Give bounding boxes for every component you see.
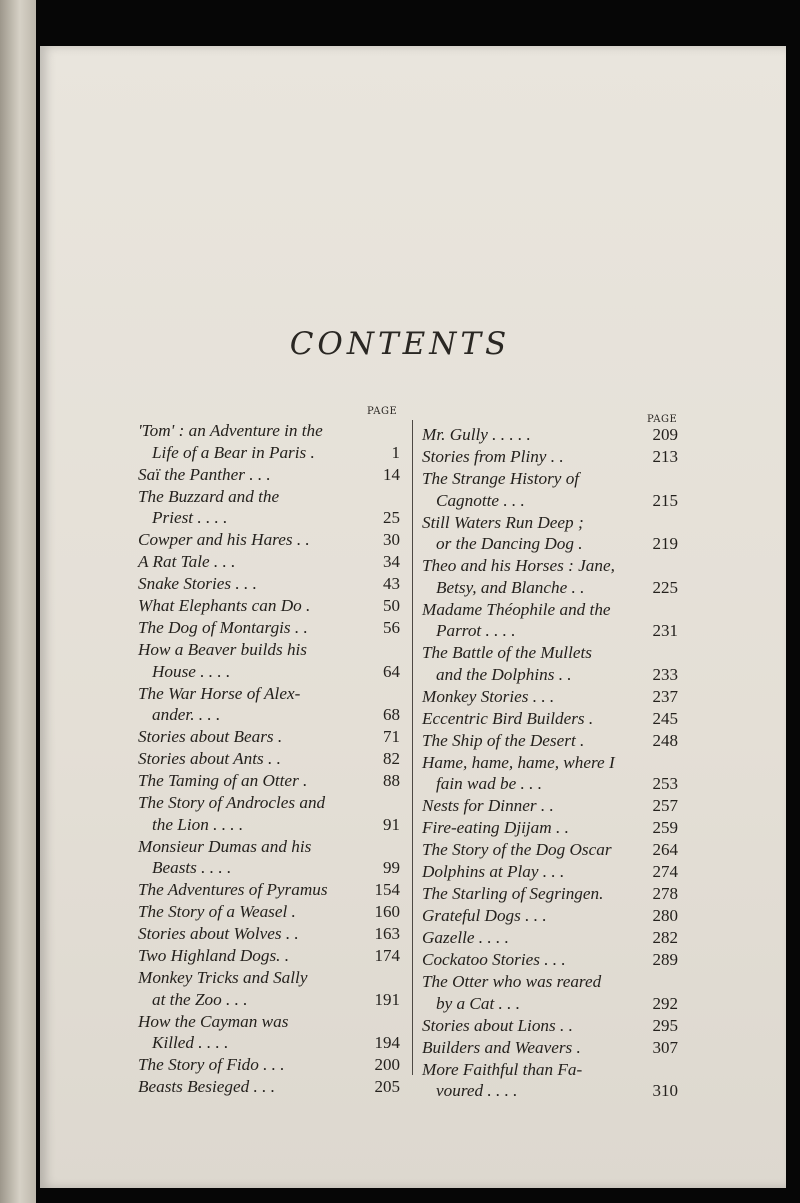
toc-entry-page-number: 82 — [383, 749, 400, 769]
page-column-label-right: PAGE — [647, 414, 678, 425]
toc-entry-page-number: 209 — [652, 425, 678, 444]
toc-entry — [422, 752, 678, 795]
toc-entry-title-line: voured . . . . — [436, 1081, 518, 1101]
toc-entry-page-number: 310 — [652, 1081, 678, 1101]
toc-entry — [138, 726, 400, 748]
toc-entry-title — [422, 468, 638, 511]
toc-entry-page-number: 278 — [652, 884, 678, 904]
toc-entry-title-line: The War Horse of Alex- — [138, 683, 301, 703]
toc-entry-page-number: 194 — [374, 1033, 400, 1053]
toc-entry-title — [138, 1076, 360, 1098]
toc-entry-title — [422, 555, 638, 598]
toc-entry — [422, 512, 678, 555]
toc-entry-page-number: 257 — [652, 796, 678, 816]
toc-entry-title-line: Monkey Tricks and Sally — [138, 968, 308, 988]
toc-entry — [138, 748, 400, 770]
toc-entry-title-line: Life of a Bear in Paris . — [152, 442, 315, 462]
toc-entry-title — [422, 971, 638, 1014]
toc-entry-title — [422, 446, 638, 468]
toc-entry — [422, 817, 678, 839]
toc-entry-title-line: fain wad be . . . — [436, 774, 542, 794]
toc-entry — [138, 573, 400, 595]
toc-entry — [422, 730, 678, 752]
toc-entry-page-number: 30 — [383, 530, 400, 550]
toc-entry-title-line: Stories about Bears . — [138, 727, 283, 747]
toc-entry-title-line: Monsieur Dumas and his — [138, 836, 312, 856]
toc-entry-page-number: 14 — [383, 464, 400, 484]
toc-entry — [422, 839, 678, 861]
toc-entry-title-line: Eccentric Bird Builders . — [422, 708, 594, 728]
toc-entry-title-line: Mr. Gully . . . . . — [422, 425, 531, 444]
toc-entry — [138, 1054, 400, 1076]
toc-entry-title-line: Fire-eating Djijam . . — [422, 818, 569, 838]
toc-entry-title-line: How a Beaver builds his — [138, 640, 307, 660]
toc-entry-title — [138, 639, 360, 682]
toc-entry-title-line: The Strange History of — [422, 468, 580, 488]
toc-entry-title — [422, 686, 638, 708]
toc-entry-page-number: 274 — [652, 862, 678, 882]
toc-entry-page-number: 219 — [652, 534, 678, 554]
toc-entry-title-line: The Battle of the Mullets — [422, 643, 592, 663]
contents-column-right — [422, 424, 678, 1102]
toc-entry-title-line: Hame, hame, hame, where I — [422, 752, 615, 772]
toc-entry — [138, 595, 400, 617]
toc-entry-title — [422, 883, 638, 905]
page-title: CONTENTS — [289, 326, 511, 362]
toc-entry-title — [422, 752, 638, 795]
toc-entry — [422, 927, 678, 949]
toc-entry-title-line: Stories from Pliny . . — [422, 446, 564, 466]
toc-entry-page-number: 71 — [383, 727, 400, 747]
toc-entry-page-number: 174 — [374, 946, 400, 966]
toc-entry-page-number: 253 — [652, 774, 678, 794]
toc-entry-title-line: Builders and Weavers . — [422, 1037, 581, 1057]
toc-entry — [138, 529, 400, 551]
toc-entry-page-number: 64 — [383, 661, 400, 681]
toc-entry-title — [138, 529, 360, 551]
toc-entry-title — [138, 683, 360, 726]
toc-entry-page-number: 160 — [374, 902, 400, 922]
toc-entry-title — [422, 708, 638, 730]
toc-entry — [138, 967, 400, 1010]
toc-entry-page-number: 231 — [652, 621, 678, 641]
toc-entry-title-line: The Dog of Montargis . . — [138, 618, 308, 638]
toc-entry — [138, 420, 400, 463]
toc-entry-title — [138, 595, 360, 617]
toc-entry — [138, 639, 400, 682]
toc-entry-page-number: 307 — [652, 1037, 678, 1057]
toc-entry-title — [422, 512, 638, 555]
toc-entry-title — [138, 726, 360, 748]
toc-entry-page-number: 225 — [652, 577, 678, 597]
toc-entry — [138, 464, 400, 486]
toc-entry-page-number: 205 — [374, 1077, 400, 1097]
toc-entry-title-line: Beasts . . . . — [152, 858, 232, 878]
toc-entry-title-line: The Buzzard and the — [138, 486, 280, 506]
toc-entry-title — [138, 770, 360, 792]
toc-entry-title-line: Saï the Panther . . . — [138, 464, 271, 484]
contents-column-left — [138, 420, 400, 1098]
toc-entry-page-number: 88 — [383, 771, 400, 791]
toc-entry-title-line: Killed . . . . — [152, 1033, 229, 1053]
toc-entry-title — [422, 1015, 638, 1037]
toc-entry-title — [422, 599, 638, 642]
toc-entry — [422, 708, 678, 730]
toc-entry-page-number: 280 — [652, 906, 678, 926]
toc-entry-title-line: Dolphins at Play . . . — [422, 862, 565, 882]
toc-entry-title-line: House . . . . — [152, 661, 231, 681]
toc-entry — [422, 883, 678, 905]
toc-entry-title-line: 'Tom' : an Adventure in the — [138, 421, 323, 440]
toc-entry-title-line: ander. . . . — [152, 705, 221, 725]
toc-entry-title — [138, 1054, 360, 1076]
toc-entry-title-line: by a Cat . . . — [436, 993, 521, 1013]
toc-entry-page-number: 282 — [652, 928, 678, 948]
toc-entry-title — [422, 905, 638, 927]
toc-entry-title-line: Stories about Lions . . — [422, 1015, 573, 1035]
toc-entry-title-line: and the Dolphins . . — [436, 664, 572, 684]
toc-entry — [422, 446, 678, 468]
toc-entry-title-line: Cockatoo Stories . . . — [422, 950, 566, 970]
toc-entry-title-line: Nests for Dinner . . — [422, 796, 554, 816]
toc-entry — [422, 1037, 678, 1059]
toc-entry-page-number: 191 — [374, 989, 400, 1009]
toc-entry-title-line: The Adventures of Pyramus — [138, 880, 328, 900]
toc-entry-title-line: or the Dancing Dog . — [436, 534, 583, 554]
toc-entry-title-line: Stories about Wolves . . — [138, 924, 299, 944]
toc-entry-page-number: 295 — [652, 1015, 678, 1035]
toc-entry-title — [138, 617, 360, 639]
toc-entry-page-number: 25 — [383, 508, 400, 528]
toc-entry-title — [138, 967, 360, 1010]
toc-entry-title-line: Theo and his Horses : Jane, — [422, 556, 615, 576]
toc-entry-page-number: 264 — [652, 840, 678, 860]
toc-entry-title — [138, 420, 360, 463]
column-divider — [412, 420, 413, 1075]
toc-entry-title-line: The Ship of the Desert . — [422, 730, 585, 750]
toc-entry-title — [138, 901, 360, 923]
toc-entry — [422, 555, 678, 598]
toc-entry-title-line: The Taming of an Otter . — [138, 771, 308, 791]
toc-entry-title — [138, 879, 360, 901]
toc-entry-title-line: More Faithful than Fa- — [422, 1059, 583, 1079]
toc-entry-page-number: 215 — [652, 490, 678, 510]
toc-entry-title — [422, 1059, 638, 1102]
toc-entry-page-number: 233 — [652, 664, 678, 684]
toc-entry — [138, 486, 400, 529]
toc-entry-page-number: 237 — [652, 686, 678, 706]
toc-entry-page-number: 289 — [652, 950, 678, 970]
toc-entry-title-line: Beasts Besieged . . . — [138, 1077, 275, 1097]
toc-entry — [138, 836, 400, 879]
toc-entry-page-number: 99 — [383, 858, 400, 878]
toc-entry-title — [138, 464, 360, 486]
toc-entry-page-number: 200 — [374, 1055, 400, 1075]
toc-entry-page-number: 245 — [652, 708, 678, 728]
toc-entry-page-number: 1 — [391, 442, 400, 462]
toc-entry-title-line: the Lion . . . . — [152, 814, 244, 834]
toc-entry — [138, 770, 400, 792]
toc-entry-title-line: How the Cayman was — [138, 1011, 289, 1031]
toc-entry — [138, 551, 400, 573]
toc-entry-title-line: Cowper and his Hares . . — [138, 530, 310, 550]
toc-entry-title-line: Still Waters Run Deep ; — [422, 512, 584, 532]
toc-entry — [422, 424, 678, 446]
toc-entry — [422, 795, 678, 817]
toc-entry-title-line: Two Highland Dogs. . — [138, 946, 290, 966]
toc-entry-title — [138, 573, 360, 595]
toc-entry-title — [138, 551, 360, 573]
page-column-label-left: PAGE — [367, 406, 398, 417]
toc-entry-title-line: The Story of a Weasel . — [138, 902, 296, 922]
toc-entry-title — [422, 817, 638, 839]
toc-entry-title — [422, 927, 638, 949]
toc-entry-title — [138, 945, 360, 967]
toc-entry-title — [138, 836, 360, 879]
toc-entry-title-line: The Starling of Segringen. — [422, 884, 604, 904]
toc-entry — [138, 945, 400, 967]
toc-entry — [422, 599, 678, 642]
toc-entry — [422, 468, 678, 511]
toc-entry — [138, 901, 400, 923]
toc-entry — [138, 617, 400, 639]
toc-entry — [138, 683, 400, 726]
toc-entry-title-line: The Story of Fido . . . — [138, 1055, 285, 1075]
toc-entry-page-number: 259 — [652, 818, 678, 838]
toc-entry-title-line: The Otter who was reared — [422, 972, 602, 992]
toc-entry-title-line: Cagnotte . . . — [436, 490, 525, 510]
toc-entry-title-line: Gazelle . . . . — [422, 928, 509, 948]
toc-entry-title-line: What Elephants can Do . — [138, 596, 311, 616]
toc-entry — [138, 879, 400, 901]
facing-page-edge — [0, 0, 36, 1203]
toc-entry-title-line: A Rat Tale . . . — [138, 552, 236, 572]
toc-entry-page-number: 50 — [383, 596, 400, 616]
toc-entry-title-line: Priest . . . . — [152, 508, 228, 528]
toc-entry-page-number: 154 — [374, 880, 400, 900]
toc-entry-title-line: Betsy, and Blanche . . — [436, 577, 585, 597]
toc-entry-page-number: 56 — [383, 618, 400, 638]
toc-entry — [138, 792, 400, 835]
toc-entry — [422, 949, 678, 971]
toc-entry-page-number: 163 — [374, 924, 400, 944]
toc-entry-title — [422, 949, 638, 971]
toc-entry — [422, 971, 678, 1014]
toc-entry-title — [422, 861, 638, 883]
toc-entry-title-line: Snake Stories . . . — [138, 574, 257, 594]
toc-entry-title — [138, 792, 360, 835]
toc-entry-page-number: 213 — [652, 446, 678, 466]
toc-entry-title — [422, 795, 638, 817]
toc-entry-page-number: 292 — [652, 993, 678, 1013]
toc-entry-title — [422, 424, 638, 446]
toc-entry-title-line: The Story of the Dog Oscar — [422, 840, 612, 860]
toc-entry — [422, 642, 678, 685]
toc-entry-page-number: 91 — [383, 814, 400, 834]
toc-entry — [422, 1015, 678, 1037]
toc-entry-title — [138, 1011, 360, 1054]
toc-entry — [422, 686, 678, 708]
toc-entry-title-line: Monkey Stories . . . — [422, 686, 555, 706]
toc-entry-title — [422, 730, 638, 752]
toc-entry-title-line: Parrot . . . . — [436, 621, 516, 641]
toc-entry-title — [422, 839, 638, 861]
toc-entry — [138, 1011, 400, 1054]
toc-entry — [422, 905, 678, 927]
toc-entry-title-line: Stories about Ants . . — [138, 749, 281, 769]
toc-entry — [138, 1076, 400, 1098]
toc-entry-title-line: Grateful Dogs . . . — [422, 906, 547, 926]
toc-entry-page-number: 248 — [652, 730, 678, 750]
toc-entry — [422, 1059, 678, 1102]
toc-entry-title — [422, 1037, 638, 1059]
toc-entry-page-number: 34 — [383, 552, 400, 572]
toc-entry-title-line: at the Zoo . . . — [152, 989, 248, 1009]
toc-entry-title — [138, 923, 360, 945]
toc-entry-title — [138, 748, 360, 770]
toc-entry-title-line: Madame Théophile and the — [422, 599, 611, 619]
toc-entry-title — [138, 486, 360, 529]
toc-entry-page-number: 43 — [383, 574, 400, 594]
toc-entry-page-number: 68 — [383, 705, 400, 725]
toc-entry — [422, 861, 678, 883]
toc-entry-title-line: The Story of Androcles and — [138, 793, 326, 813]
toc-entry — [138, 923, 400, 945]
toc-entry-title — [422, 642, 638, 685]
